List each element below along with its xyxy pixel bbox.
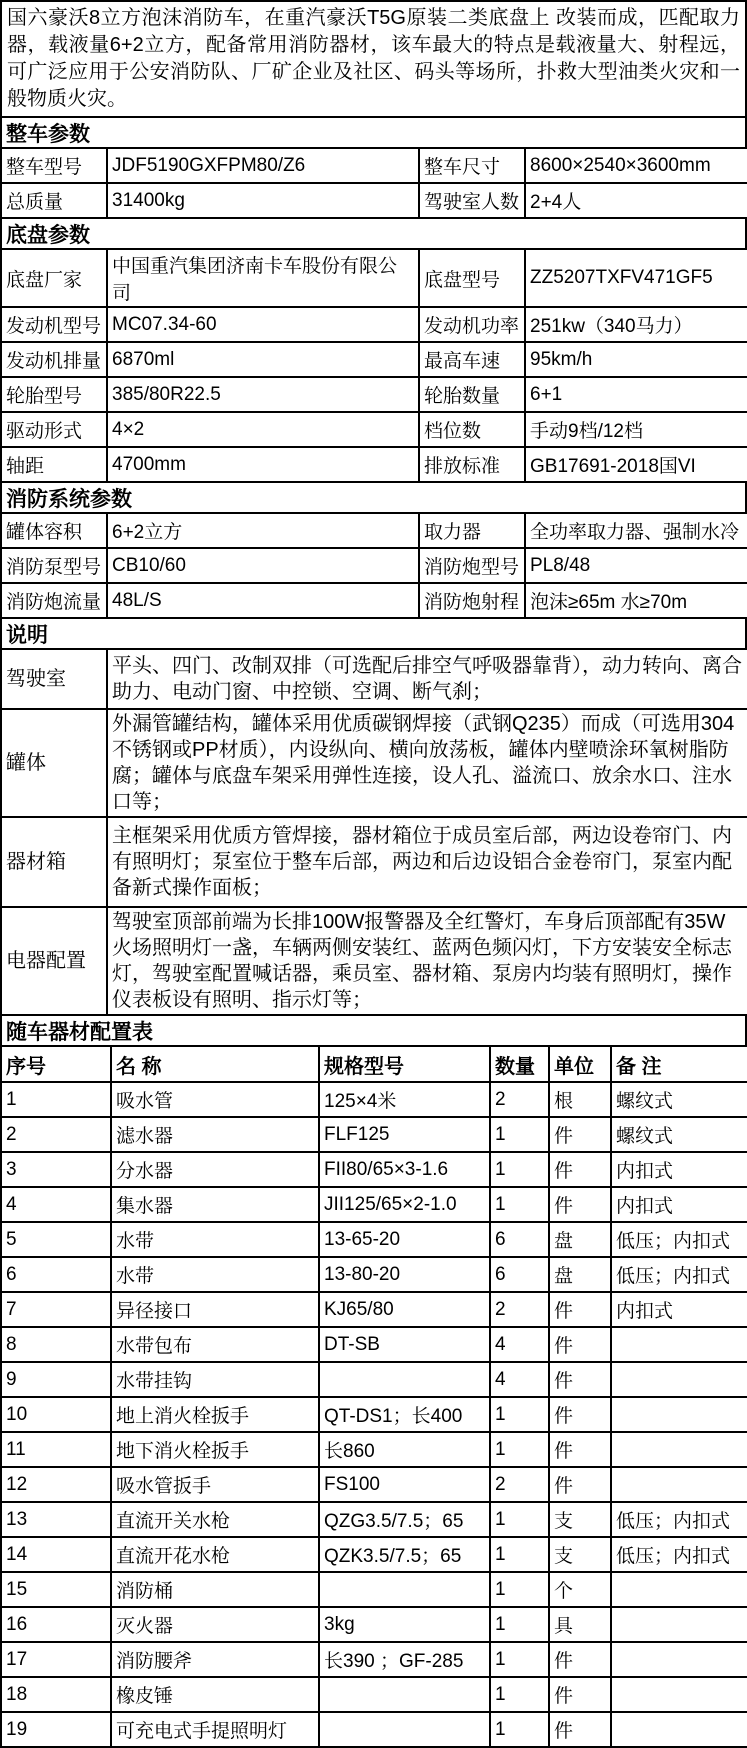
param-value-cell: 泡沫≥65m 水≥70m (525, 583, 747, 618)
vehicle-params-table (0, 147, 747, 219)
equip-name-cell: 地下消火栓扳手 (111, 1432, 319, 1467)
equip-index-cell: 8 (1, 1327, 111, 1362)
param-label-cell: 消防炮射程 (419, 583, 525, 618)
table-row (1, 412, 747, 447)
equip-index-cell: 1 (1, 1082, 111, 1117)
equip-qty-cell: 1 (490, 1432, 549, 1467)
param-label-cell: 发动机功率 (419, 307, 525, 342)
equip-index-cell: 19 (1, 1712, 111, 1747)
equip-unit-cell: 件 (549, 1642, 611, 1677)
table-row (1, 1572, 747, 1607)
param-value-cell: JDF5190GXFPM80/Z6 (107, 148, 419, 183)
param-value-cell: 4×2 (107, 412, 419, 447)
table-row (1, 377, 747, 412)
equip-spec-cell: QZK3.5/7.5；65 (319, 1537, 490, 1572)
note-label-cell: 罐体 (1, 709, 107, 817)
equip-index-cell: 2 (1, 1117, 111, 1152)
equip-unit-cell: 具 (549, 1607, 611, 1642)
equip-header-cell: 序号 (1, 1046, 111, 1082)
table-row (1, 709, 747, 817)
equip-unit-cell: 支 (549, 1502, 611, 1537)
equip-remark-cell: 低压；内扣式 (611, 1502, 747, 1537)
equip-spec-cell: 3kg (319, 1607, 490, 1642)
param-label-cell: 发动机排量 (1, 342, 107, 377)
equip-unit-cell: 件 (549, 1712, 611, 1747)
equip-unit-cell: 个 (549, 1572, 611, 1607)
fire-system-params-table (0, 512, 747, 619)
equip-index-cell: 12 (1, 1467, 111, 1502)
table-row (1, 548, 747, 583)
param-label-cell: 排放标准 (419, 447, 525, 482)
equip-name-cell: 水带包布 (111, 1327, 319, 1362)
param-label-cell: 底盘型号 (419, 249, 525, 307)
equipment-header-row (1, 1046, 747, 1082)
equip-unit-cell: 件 (549, 1292, 611, 1327)
table-row (1, 1117, 747, 1152)
note-label-cell: 驾驶室 (1, 649, 107, 709)
equip-name-cell: 分水器 (111, 1152, 319, 1187)
equip-index-cell: 3 (1, 1152, 111, 1187)
note-text-cell: 平头、四门、改制双排（可选配后排空气呼吸器靠背），动力转向、离合助力、电动门窗、中控锁、空调、断气刹； (107, 649, 747, 709)
equip-name-cell: 吸水管 (111, 1082, 319, 1117)
param-value-cell: 48L/S (107, 583, 419, 618)
equip-unit-cell: 件 (549, 1677, 611, 1712)
param-label-cell: 罐体容积 (1, 513, 107, 548)
section-title-notes: 说明 (0, 617, 747, 650)
table-row (1, 1537, 747, 1572)
notes-table (0, 648, 747, 1016)
equip-unit-cell: 件 (549, 1117, 611, 1152)
table-row (1, 1362, 747, 1397)
equip-spec-cell: QZG3.5/7.5；65 (319, 1502, 490, 1537)
equip-index-cell: 9 (1, 1362, 111, 1397)
table-row (1, 1257, 747, 1292)
param-value-cell: 6+2立方 (107, 513, 419, 548)
table-row (1, 583, 747, 618)
param-label-cell: 整车型号 (1, 148, 107, 183)
equip-remark-cell (611, 1712, 747, 1747)
equip-name-cell: 异径接口 (111, 1292, 319, 1327)
equip-remark-cell: 内扣式 (611, 1292, 747, 1327)
param-label-cell: 总质量 (1, 183, 107, 218)
equip-remark-cell: 低压；内扣式 (611, 1257, 747, 1292)
equip-index-cell: 11 (1, 1432, 111, 1467)
equip-remark-cell (611, 1397, 747, 1432)
equip-spec-cell: KJ65/80 (319, 1292, 490, 1327)
section-title-chassis: 底盘参数 (0, 217, 747, 250)
equip-unit-cell: 件 (549, 1432, 611, 1467)
equip-remark-cell (611, 1642, 747, 1677)
equip-spec-cell: FS100 (319, 1467, 490, 1502)
equip-unit-cell: 件 (549, 1397, 611, 1432)
equip-remark-cell: 螺纹式 (611, 1082, 747, 1117)
equip-header-cell: 名 称 (111, 1046, 319, 1082)
equip-name-cell: 消防桶 (111, 1572, 319, 1607)
equip-index-cell: 6 (1, 1257, 111, 1292)
equip-spec-cell: 长860 (319, 1432, 490, 1467)
equip-spec-cell (319, 1572, 490, 1607)
equip-remark-cell: 内扣式 (611, 1152, 747, 1187)
equip-unit-cell: 件 (549, 1327, 611, 1362)
equip-qty-cell: 1 (490, 1187, 549, 1222)
table-row (1, 513, 747, 548)
param-value-cell: 2+4人 (525, 183, 747, 218)
equip-qty-cell: 2 (490, 1467, 549, 1502)
equip-spec-cell: FII80/65×3-1.6 (319, 1152, 490, 1187)
equip-spec-cell: 125×4米 (319, 1082, 490, 1117)
equip-name-cell: 集水器 (111, 1187, 319, 1222)
section-title-fire-system: 消防系统参数 (0, 481, 747, 514)
equip-remark-cell (611, 1327, 747, 1362)
table-row (1, 148, 747, 183)
equip-name-cell: 水带挂钩 (111, 1362, 319, 1397)
param-value-cell: MC07.34-60 (107, 307, 419, 342)
equip-qty-cell: 1 (490, 1572, 549, 1607)
equip-qty-cell: 2 (490, 1082, 549, 1117)
equip-qty-cell: 6 (490, 1257, 549, 1292)
equip-remark-cell: 低压；内扣式 (611, 1537, 747, 1572)
equip-spec-cell: 13-65-20 (319, 1222, 490, 1257)
equip-qty-cell: 1 (490, 1152, 549, 1187)
equip-unit-cell: 根 (549, 1082, 611, 1117)
equip-index-cell: 5 (1, 1222, 111, 1257)
table-row (1, 1607, 747, 1642)
param-value-cell: 中国重汽集团济南卡车股份有限公司 (107, 249, 419, 307)
equip-name-cell: 地上消火栓扳手 (111, 1397, 319, 1432)
equip-unit-cell: 支 (549, 1537, 611, 1572)
equip-header-cell: 数量 (490, 1046, 549, 1082)
equip-index-cell: 10 (1, 1397, 111, 1432)
equip-name-cell: 灭火器 (111, 1607, 319, 1642)
equip-spec-cell: 长390 ；GF-285 (319, 1642, 490, 1677)
table-row (1, 183, 747, 218)
note-text-cell: 驾驶室顶部前端为长排100W报警器及全红警灯，车身后顶部配有35W火场照明灯一盏，车辆两侧安装红、蓝两色频闪灯，下方安装安全标志灯，驾驶室配置喊话器，乘员室、器材箱、泵房内均装有照明灯，操作仪表板设有照明、指示灯等； (107, 907, 747, 1015)
section-title-vehicle: 整车参数 (0, 116, 747, 149)
equip-index-cell: 18 (1, 1677, 111, 1712)
equip-qty-cell: 1 (490, 1677, 549, 1712)
param-label-cell: 底盘厂家 (1, 249, 107, 307)
equip-remark-cell (611, 1572, 747, 1607)
param-label-cell: 轮胎型号 (1, 377, 107, 412)
equipment-table (0, 1045, 747, 1748)
equip-unit-cell: 盘 (549, 1257, 611, 1292)
param-value-cell: 95km/h (525, 342, 747, 377)
equip-name-cell: 吸水管扳手 (111, 1467, 319, 1502)
table-row (1, 907, 747, 1015)
param-value-cell: 6870ml (107, 342, 419, 377)
param-value-cell: 8600×2540×3600mm (525, 148, 747, 183)
equip-name-cell: 水带 (111, 1257, 319, 1292)
equip-index-cell: 15 (1, 1572, 111, 1607)
param-label-cell: 消防炮流量 (1, 583, 107, 618)
table-row (1, 1467, 747, 1502)
equip-index-cell: 16 (1, 1607, 111, 1642)
equip-spec-cell: FLF125 (319, 1117, 490, 1152)
equip-name-cell: 消防腰斧 (111, 1642, 319, 1677)
equip-remark-cell: 低压；内扣式 (611, 1222, 747, 1257)
equip-spec-cell (319, 1712, 490, 1747)
param-label-cell: 轴距 (1, 447, 107, 482)
table-row (1, 342, 747, 377)
equip-unit-cell: 件 (549, 1362, 611, 1397)
param-value-cell: CB10/60 (107, 548, 419, 583)
equip-qty-cell: 1 (490, 1712, 549, 1747)
equip-name-cell: 滤水器 (111, 1117, 319, 1152)
equip-header-cell: 单位 (549, 1046, 611, 1082)
equip-qty-cell: 1 (490, 1537, 549, 1572)
param-label-cell: 发动机型号 (1, 307, 107, 342)
param-value-cell: PL8/48 (525, 548, 747, 583)
param-value-cell: 4700mm (107, 447, 419, 482)
table-row (1, 1712, 747, 1747)
param-value-cell: 31400kg (107, 183, 419, 218)
equip-spec-cell: DT-SB (319, 1327, 490, 1362)
equip-header-cell: 备 注 (611, 1046, 747, 1082)
equip-qty-cell: 1 (490, 1397, 549, 1432)
equip-name-cell: 直流开关水枪 (111, 1502, 319, 1537)
equip-index-cell: 17 (1, 1642, 111, 1677)
equip-qty-cell: 1 (490, 1117, 549, 1152)
param-label-cell: 消防泵型号 (1, 548, 107, 583)
note-text-cell: 外漏管罐结构，罐体采用优质碳钢焊接（武钢Q235）而成（可选用304不锈钢或PP材质），内设纵向、横向放荡板，罐体内壁喷涂环氧树脂防腐；罐体与底盘车架采用弹性连接，设人孔、溢流口、放余水口、注水口等； (107, 709, 747, 817)
param-value-cell: GB17691-2018国VI (525, 447, 747, 482)
note-label-cell: 器材箱 (1, 817, 107, 907)
table-row (1, 1327, 747, 1362)
table-row (1, 1397, 747, 1432)
equip-index-cell: 13 (1, 1502, 111, 1537)
table-row (1, 1222, 747, 1257)
table-row (1, 1082, 747, 1117)
equip-header-cell: 规格型号 (319, 1046, 490, 1082)
equip-name-cell: 橡皮锤 (111, 1677, 319, 1712)
table-row (1, 447, 747, 482)
param-label-cell: 整车尺寸 (419, 148, 525, 183)
equip-remark-cell: 螺纹式 (611, 1117, 747, 1152)
equip-index-cell: 14 (1, 1537, 111, 1572)
param-label-cell: 轮胎数量 (419, 377, 525, 412)
param-value-cell: ZZ5207TXFV471GF5 (525, 249, 747, 307)
chassis-params-table (0, 248, 747, 483)
equip-remark-cell (611, 1467, 747, 1502)
equip-remark-cell (611, 1677, 747, 1712)
equip-name-cell: 水带 (111, 1222, 319, 1257)
note-label-cell: 电器配置 (1, 907, 107, 1015)
table-row (1, 307, 747, 342)
note-text-cell: 主框架采用优质方管焊接，器材箱位于成员室后部，两边设卷帘门、内有照明灯；泵室位于整车后部，两边和后边设铝合金卷帘门，泵室内配备新式操作面板； (107, 817, 747, 907)
equip-spec-cell: 13-80-20 (319, 1257, 490, 1292)
equip-remark-cell (611, 1362, 747, 1397)
param-label-cell: 取力器 (419, 513, 525, 548)
param-label-cell: 最高车速 (419, 342, 525, 377)
equip-qty-cell: 1 (490, 1502, 549, 1537)
param-value-cell: 6+1 (525, 377, 747, 412)
table-row (1, 1432, 747, 1467)
equip-unit-cell: 盘 (549, 1222, 611, 1257)
param-label-cell: 消防炮型号 (419, 548, 525, 583)
param-label-cell: 驱动形式 (1, 412, 107, 447)
equip-qty-cell: 2 (490, 1292, 549, 1327)
equip-remark-cell: 内扣式 (611, 1187, 747, 1222)
intro-paragraph: 国六豪沃8立方泡沫消防车，在重汽豪沃T5G原装二类底盘上 改装而成，匹配取力器，载液量6+2立方，配备常用消防器材，该车最大的特点是载液量大、射程远，可广泛应用于公安消防队、厂矿企业及社区、码头等场所，扑救大型油类火灾和一般物质火灾。 (0, 0, 747, 118)
table-row (1, 817, 747, 907)
equip-unit-cell: 件 (549, 1467, 611, 1502)
table-row (1, 249, 747, 307)
table-row (1, 1642, 747, 1677)
table-row (1, 649, 747, 709)
equip-qty-cell: 4 (490, 1362, 549, 1397)
equip-name-cell: 直流开花水枪 (111, 1537, 319, 1572)
equip-remark-cell (611, 1432, 747, 1467)
table-row (1, 1677, 747, 1712)
equip-name-cell: 可充电式手提照明灯 (111, 1712, 319, 1747)
param-value-cell: 251kw（340马力） (525, 307, 747, 342)
equip-qty-cell: 4 (490, 1327, 549, 1362)
equip-spec-cell (319, 1362, 490, 1397)
param-label-cell: 驾驶室人数 (419, 183, 525, 218)
equip-spec-cell (319, 1677, 490, 1712)
equip-remark-cell (611, 1607, 747, 1642)
table-row (1, 1152, 747, 1187)
table-row (1, 1187, 747, 1222)
table-row (1, 1292, 747, 1327)
table-row (1, 1502, 747, 1537)
equip-spec-cell: QT-DS1；长400 (319, 1397, 490, 1432)
param-value-cell: 全功率取力器、强制水冷 (525, 513, 747, 548)
section-title-equipment: 随车器材配置表 (0, 1014, 747, 1047)
equip-qty-cell: 6 (490, 1222, 549, 1257)
equip-index-cell: 7 (1, 1292, 111, 1327)
equip-qty-cell: 1 (490, 1642, 549, 1677)
equip-spec-cell: JII125/65×2-1.0 (319, 1187, 490, 1222)
equip-unit-cell: 件 (549, 1187, 611, 1222)
equip-qty-cell: 1 (490, 1607, 549, 1642)
param-value-cell: 手动9档/12档 (525, 412, 747, 447)
param-label-cell: 档位数 (419, 412, 525, 447)
equip-index-cell: 4 (1, 1187, 111, 1222)
equip-unit-cell: 件 (549, 1152, 611, 1187)
param-value-cell: 385/80R22.5 (107, 377, 419, 412)
